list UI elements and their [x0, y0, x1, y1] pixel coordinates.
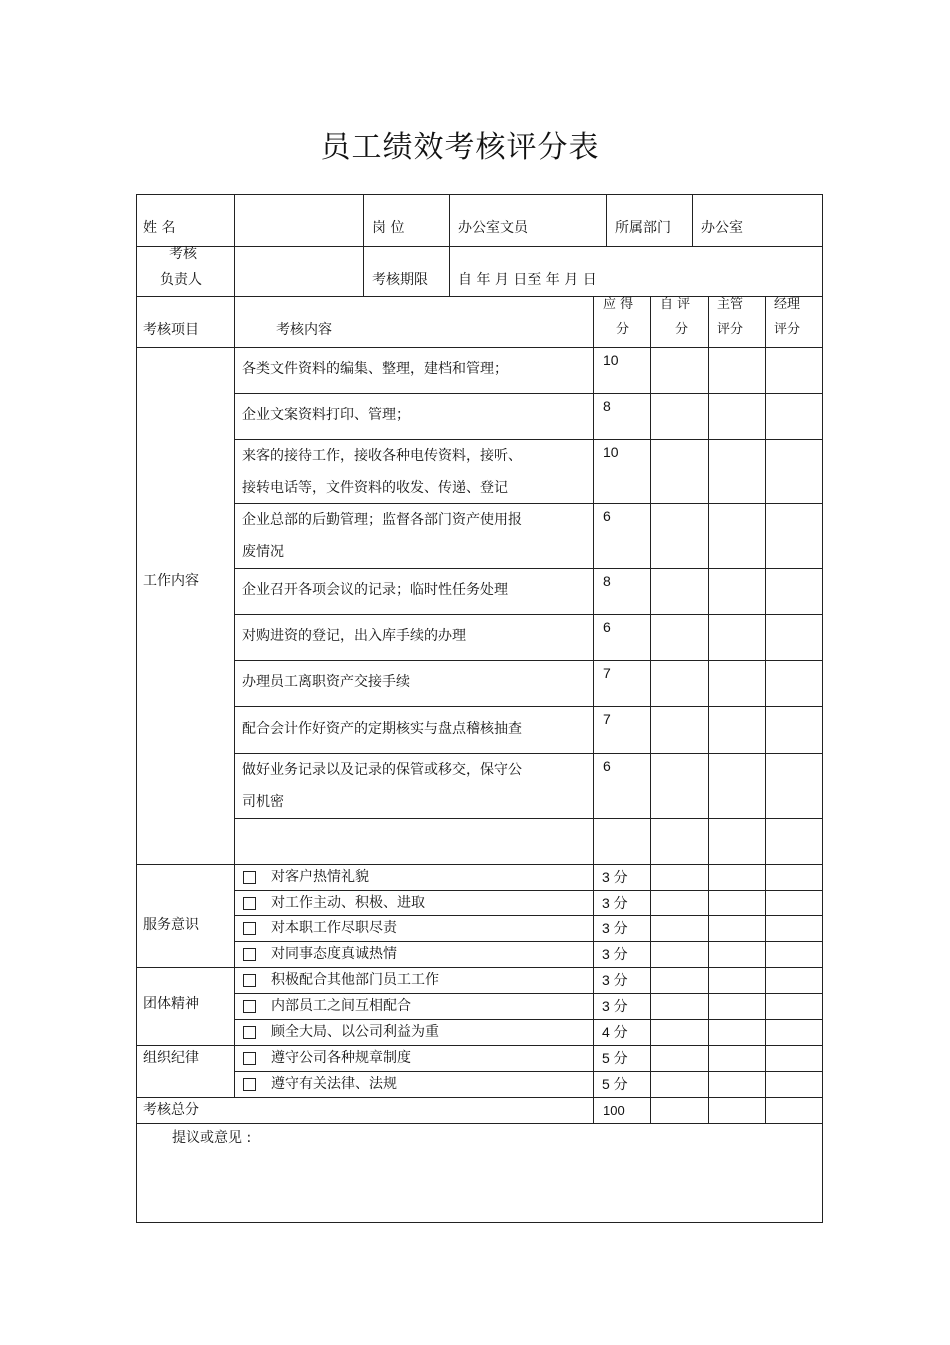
checkbox-icon[interactable]	[243, 1078, 256, 1091]
checkbox-icon[interactable]	[243, 871, 256, 884]
work-item-text: 废情况	[242, 544, 284, 560]
column-header-self: 分	[675, 322, 689, 337]
column-header-supervisor: 评分	[717, 322, 744, 337]
work-item-score: 8	[603, 398, 611, 414]
work-item-text: 配合会计作好资产的定期核实与盘点稽核抽查	[242, 721, 522, 737]
work-item-score: 7	[603, 711, 611, 727]
section-label-team: 团体精神	[143, 996, 199, 1012]
checkbox-icon[interactable]	[243, 1000, 256, 1013]
table-rule	[234, 660, 823, 661]
table-rule	[234, 941, 823, 942]
table-rule	[234, 915, 823, 916]
work-item-text: 司机密	[242, 794, 284, 810]
reviewer-label: 负责人	[160, 272, 202, 288]
criteria-text: 对同事态度真诚热情	[271, 946, 397, 962]
work-item-score: 10	[603, 444, 619, 460]
criteria-text: 顾全大局、以公司利益为重	[271, 1024, 439, 1040]
table-rule	[449, 194, 450, 297]
table-rule	[692, 194, 693, 247]
work-item-text: 做好业务记录以及记录的保管或移交，保守公	[242, 762, 522, 778]
work-item-score: 6	[603, 758, 611, 774]
work-item-text: 接转电话等，文件资料的收发、传递、登记	[242, 480, 508, 496]
table-rule	[234, 503, 823, 504]
department-value: 办公室	[701, 220, 743, 236]
work-item-text: 办理员工离职资产交接手续	[242, 674, 410, 690]
work-item-score: 6	[603, 508, 611, 524]
criteria-score: 4 分	[602, 1024, 628, 1040]
table-rule	[234, 890, 823, 891]
column-header-score: 应 得	[603, 297, 634, 312]
criteria-score: 3 分	[602, 946, 628, 962]
column-header-self: 自 评	[660, 297, 691, 312]
table-rule	[136, 1097, 823, 1098]
criteria-text: 内部员工之间互相配合	[271, 998, 411, 1014]
checkbox-icon[interactable]	[243, 1026, 256, 1039]
work-item-text: 对购进资的登记，出入库手续的办理	[242, 628, 466, 644]
checkbox-icon[interactable]	[243, 922, 256, 935]
table-rule	[136, 194, 137, 1223]
criteria-score: 3 分	[602, 972, 628, 988]
table-rule	[234, 706, 823, 707]
criteria-score: 3 分	[602, 869, 628, 885]
criteria-text: 对客户热情礼貌	[271, 869, 369, 885]
reviewer-label: 考核	[169, 246, 197, 262]
table-rule	[822, 194, 823, 1223]
table-rule	[136, 194, 823, 195]
table-rule	[234, 194, 235, 297]
table-rule	[136, 347, 823, 348]
table-rule	[234, 993, 823, 994]
table-rule	[234, 614, 823, 615]
work-item-score: 8	[603, 573, 611, 589]
table-rule	[234, 1071, 823, 1072]
work-item-text: 各类文件资料的编集、整理，建档和管理；	[242, 361, 508, 377]
page-title: 员工绩效考核评分表	[320, 130, 600, 165]
criteria-text: 对工作主动、积极、进取	[271, 895, 425, 911]
period-label: 考核期限	[372, 272, 428, 288]
work-item-score: 6	[603, 619, 611, 635]
table-rule	[234, 753, 823, 754]
total-label: 考核总分	[143, 1102, 199, 1118]
criteria-score: 5 分	[602, 1050, 628, 1066]
table-rule	[234, 1019, 823, 1020]
column-header-item: 考核项目	[143, 322, 199, 338]
column-header-score: 分	[616, 322, 630, 337]
table-rule	[234, 296, 235, 1098]
table-rule	[234, 818, 823, 819]
column-header-manager: 经理	[774, 297, 801, 312]
table-rule	[363, 194, 364, 297]
work-item-text: 企业召开各项会议的记录；临时性任务处理	[242, 582, 508, 598]
work-item-text: 企业总部的后勤管理；监督各部门资产使用报	[242, 512, 522, 528]
table-rule	[234, 393, 823, 394]
column-header-supervisor: 主管	[717, 297, 744, 312]
criteria-text: 积极配合其他部门员工工作	[271, 972, 439, 988]
department-label: 所属部门	[615, 220, 671, 236]
position-label: 岗 位	[372, 220, 405, 236]
table-rule	[765, 296, 766, 1124]
table-rule	[708, 296, 709, 1124]
column-header-content: 考核内容	[276, 322, 332, 338]
checkbox-icon[interactable]	[243, 897, 256, 910]
work-item-score: 10	[603, 352, 619, 368]
table-rule	[136, 1045, 823, 1046]
work-item-score: 7	[603, 665, 611, 681]
criteria-text: 遵守有关法律、法规	[271, 1076, 397, 1092]
table-rule	[136, 967, 823, 968]
checkbox-icon[interactable]	[243, 1052, 256, 1065]
period-value: 自 年 月 日至 年 月 日	[458, 272, 597, 288]
table-rule	[136, 246, 823, 247]
table-rule	[606, 194, 607, 247]
position-value: 办公室文员	[458, 220, 528, 236]
section-label-work: 工作内容	[143, 573, 199, 589]
criteria-score: 3 分	[602, 895, 628, 911]
table-rule	[136, 864, 823, 865]
table-rule	[593, 296, 594, 1124]
criteria-score: 3 分	[602, 920, 628, 936]
criteria-score: 3 分	[602, 998, 628, 1014]
table-rule	[136, 1123, 823, 1124]
table-rule	[650, 296, 651, 1124]
table-rule	[136, 1222, 823, 1223]
checkbox-icon[interactable]	[243, 974, 256, 987]
work-item-text: 企业文案资料打印、管理；	[242, 407, 410, 423]
section-label-service: 服务意识	[143, 917, 199, 933]
work-item-text: 来客的接待工作，接收各种电传资料，接听、	[242, 448, 522, 464]
section-label-discipline: 组织纪律	[143, 1050, 199, 1066]
comments-label: 提议或意见 :	[172, 1130, 252, 1146]
criteria-score: 5 分	[602, 1076, 628, 1092]
criteria-text: 对本职工作尽职尽责	[271, 920, 397, 936]
total-score: 100	[603, 1103, 625, 1118]
checkbox-icon[interactable]	[243, 948, 256, 961]
table-rule	[234, 439, 823, 440]
table-rule	[234, 568, 823, 569]
column-header-manager: 评分	[774, 322, 801, 337]
name-label: 姓 名	[143, 220, 176, 236]
criteria-text: 遵守公司各种规章制度	[271, 1050, 411, 1066]
